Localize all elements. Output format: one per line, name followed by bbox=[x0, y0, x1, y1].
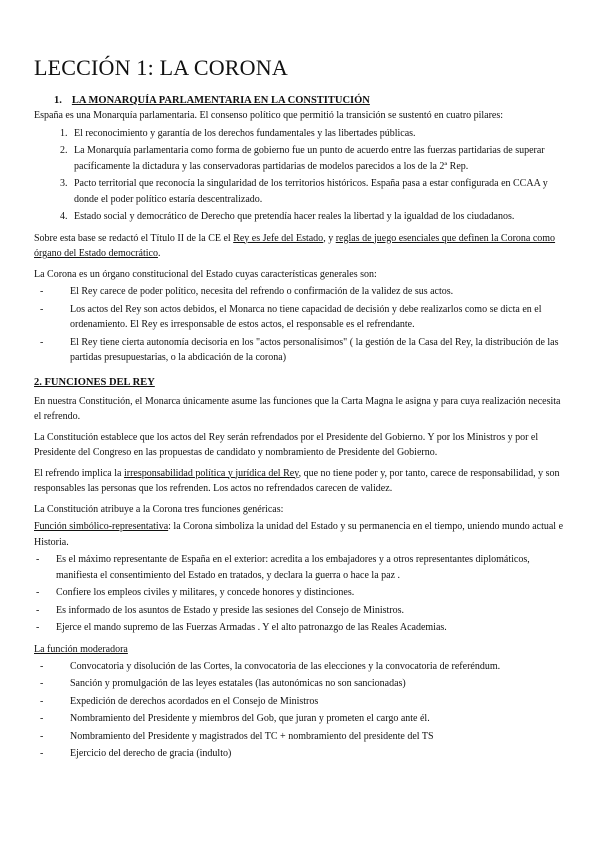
section-1-intro: España es una Monarquía parlamentaria. El consenso político que permitió la transición se sustentó en cuatro pilares: bbox=[34, 110, 504, 121]
section-2-p1: En nuestra Constitución, el Monarca únicamente asume las funciones que la Carta Magna le asigna y para cuya realización necesita el refrendo. bbox=[34, 395, 561, 422]
list-item: - Sanción y promulgación de las leyes estatales (las autonómicas no son sancionadas) bbox=[70, 676, 566, 692]
section-1-heading-text: LA MONARQUÍA PARLAMENTARIA EN LA CONSTITUCIÓN bbox=[71, 95, 370, 106]
base-paragraph: Sobre esta base se redactó el Título II de la CE el Rey es Jefe del Estado, y reglas de juego esenciales que definen la Corona como órgano del Estado democrático. bbox=[34, 232, 556, 259]
list-item: 3. Pacto territorial que reconocía la singularidad de los territorios históricos. España pasa a estar configurada en CCAA y donde el poder político estaría descentralizado. bbox=[70, 176, 566, 207]
list-item: - Confiere los empleos civiles y militares, y concede honores y distinciones. bbox=[56, 585, 566, 601]
list-item: - El Rey carece de poder político, necesita del refrendo o confirmación de la validez de sus actos. bbox=[70, 284, 566, 300]
list-item: 2. La Monarquía parlamentaria como forma de gobierno fue un punto de acuerdo entre las fuerzas partidarias de superar pacíficamente la dictadura y las conservadoras partidarias de modelos parecidos a los de la 2ª Rep. bbox=[70, 143, 566, 174]
symbolic-label: Función simbólico-representativa bbox=[34, 521, 169, 532]
section-2-p3: El refrendo implica la irresponsabilidad política y jurídica del Rey, que no tiene poder y, por tanto, carece de responsabilidad, y son responsables las personas que los refrenden. Los actos no refrendados carecen de validez. bbox=[34, 467, 560, 494]
list-item: - Ejerce el mando supremo de las Fuerzas Armadas . Y el alto patronazgo de las Reales Academias. bbox=[56, 620, 566, 636]
list-item: 1. El reconocimiento y garantía de los derechos fundamentales y las libertades públicas. bbox=[70, 126, 566, 142]
list-item: - Ejercicio del derecho de gracia (indulto) bbox=[70, 746, 566, 762]
symbolic-function: Función simbólico-representativa: la Corona simboliza la unidad del Estado y su permanencia en el tiempo, uniendo mundo actual e Historia. bbox=[34, 521, 564, 548]
section-2-p2: La Constitución establece que los actos del Rey serán refrendados por el Presidente del Gobierno. Y por los Ministros y por el Presidente del Congreso en las propuestas de candidato y nombramiento de Presidente del Gobierno. bbox=[34, 431, 539, 458]
list-item: - Los actos del Rey son actos debidos, el Monarca no tiene capacidad de decisión y debe realizarlos como se dicta en el ordenamiento. El Rey es irresponsable de estos actos, el responsable es el refrendante. bbox=[70, 302, 566, 333]
section-2-p4: La Constitución atribuye a la Corona tres funciones genéricas: bbox=[34, 503, 284, 515]
symbolic-list bbox=[34, 552, 566, 636]
pillars-list bbox=[34, 126, 566, 225]
moderator-label: La función moderadora bbox=[34, 643, 128, 655]
list-item: 4. Estado social y democrático de Derecho que pretendía hacer reales la libertad y la igualdad de los ciudadanos. bbox=[70, 209, 566, 225]
moderator-list bbox=[34, 659, 566, 762]
organ-paragraph: La Corona es un órgano constitucional del Estado cuyas características generales son: bbox=[34, 268, 377, 280]
list-item: - El Rey tiene cierta autonomía decisoria en los "actos personalísimos" ( la gestión de la Casa del Rey, la distribución de las partidas presupuestarias, o la abdicación de la corona) bbox=[70, 335, 566, 366]
features-list bbox=[34, 284, 566, 366]
list-item: - Expedición de derechos acordados en el Consejo de Ministros bbox=[70, 694, 566, 710]
rey-jefe-estado: Rey es Jefe del Estado bbox=[233, 232, 324, 244]
section-1-heading bbox=[54, 94, 566, 108]
list-item: - Nombramiento del Presidente y magistrados del TC + nombramiento del presidente del TS bbox=[70, 729, 566, 745]
reglas-juego: reglas de juego esenciales que definen la Corona como órgano del Estado democrático bbox=[34, 232, 556, 259]
list-item: - Es informado de los asuntos de Estado y preside las sesiones del Consejo de Ministros. bbox=[56, 603, 566, 619]
list-item: - Nombramiento del Presidente y miembros del Gob, que juran y prometen el cargo ante él. bbox=[70, 711, 566, 727]
irresponsabilidad: irresponsabilidad política y jurídica del Rey bbox=[123, 467, 299, 479]
section-1-number: 1. bbox=[54, 95, 62, 106]
section-2-heading: 2. FUNCIONES DEL REY bbox=[34, 376, 155, 388]
page-title: LECCIÓN 1: LA CORONA bbox=[34, 55, 288, 80]
list-item: - Convocatoria y disolución de las Cortes, la convocatoria de las elecciones y la convocatoria de referéndum. bbox=[70, 659, 566, 675]
list-item: - Es el máximo representante de España en el exterior: acredita a los embajadores y a otros representantes diplomáticos, manifiesta el consentimiento del Estado en tratados, y declara la guerra o hace la paz . bbox=[56, 552, 566, 583]
